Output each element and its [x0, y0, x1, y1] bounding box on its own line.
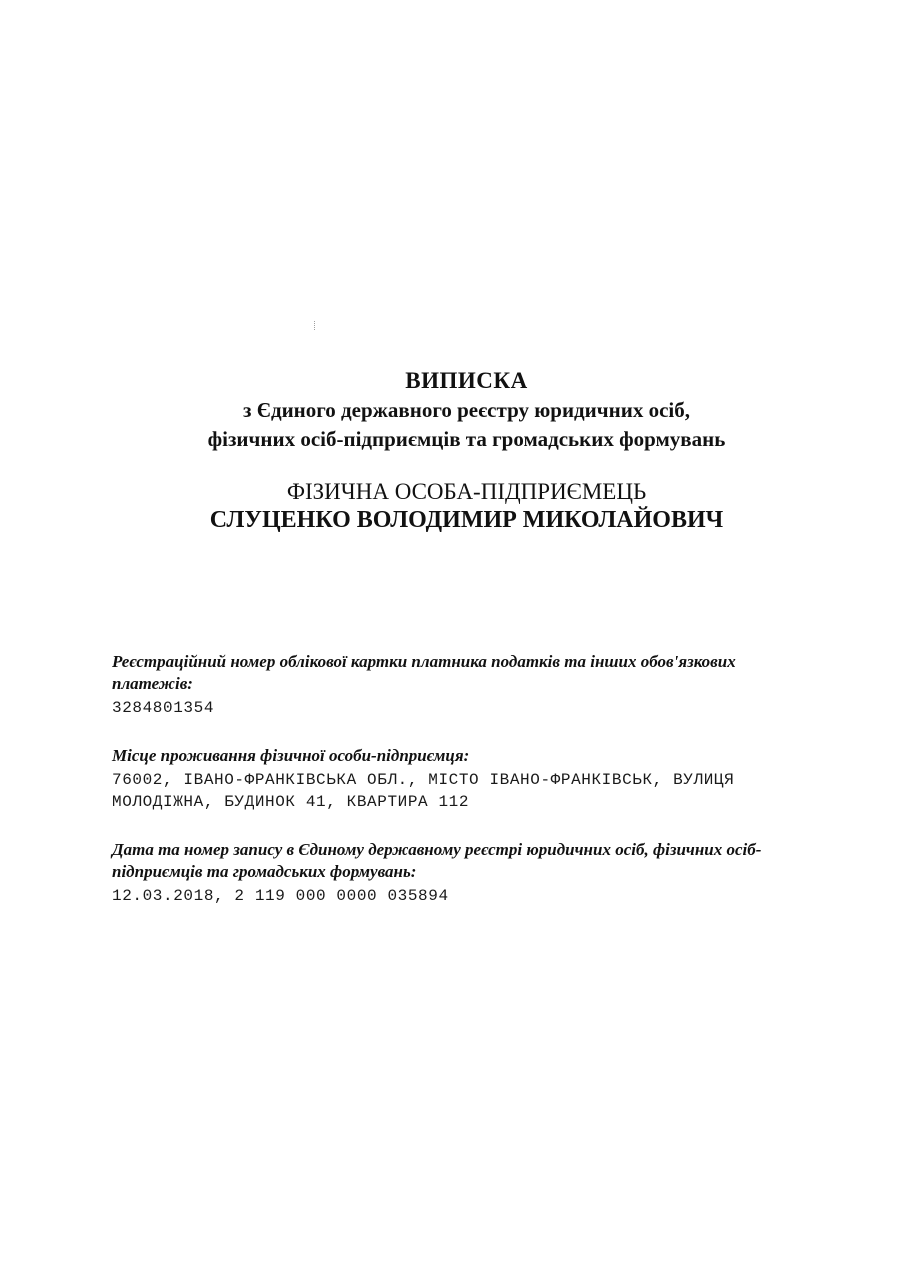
field-registration-record: [112, 839, 812, 907]
entity-name: СЛУЦЕНКО ВОЛОДИМИР МИКОЛАЙОВИЧ: [209, 507, 724, 533]
entity-type: ФІЗИЧНА ОСОБА-ПІДПРИЄМЕЦЬ: [286, 479, 647, 504]
scan-mark: [314, 321, 318, 330]
record-fields: [112, 651, 812, 933]
field-label: Реєстраційний номер облікової картки платника податків та інших обов'язкових платежів:: [112, 652, 736, 693]
field-label: Дата та номер запису в Єдиному державному реєстрі юридичних осіб, фізичних осіб-підприємців та громадських формувань:: [112, 840, 762, 881]
document-header: [0, 366, 905, 536]
field-label: Місце проживання фізичної особи-підприємця:: [112, 746, 470, 765]
document-subtitle-line-2: фізичних осіб-підприємців та громадських формувань: [207, 427, 726, 451]
field-value: 76002, ІВАНО-ФРАНКІВСЬКА ОБЛ., МІСТО ІВАНО-ФРАНКІВСЬК, ВУЛИЦЯ МОЛОДІЖНА, БУДИНОК 41, КВАРТИРА 112: [112, 771, 735, 811]
field-tax-number: [112, 651, 812, 719]
field-value: 12.03.2018, 2 119 000 0000 035894: [112, 887, 449, 905]
field-value: 3284801354: [112, 699, 215, 717]
field-residence: [112, 745, 812, 813]
document-title: ВИПИСКА: [405, 368, 528, 393]
document-subtitle-line-1: з Єдиного державного реєстру юридичних осіб,: [243, 398, 690, 422]
